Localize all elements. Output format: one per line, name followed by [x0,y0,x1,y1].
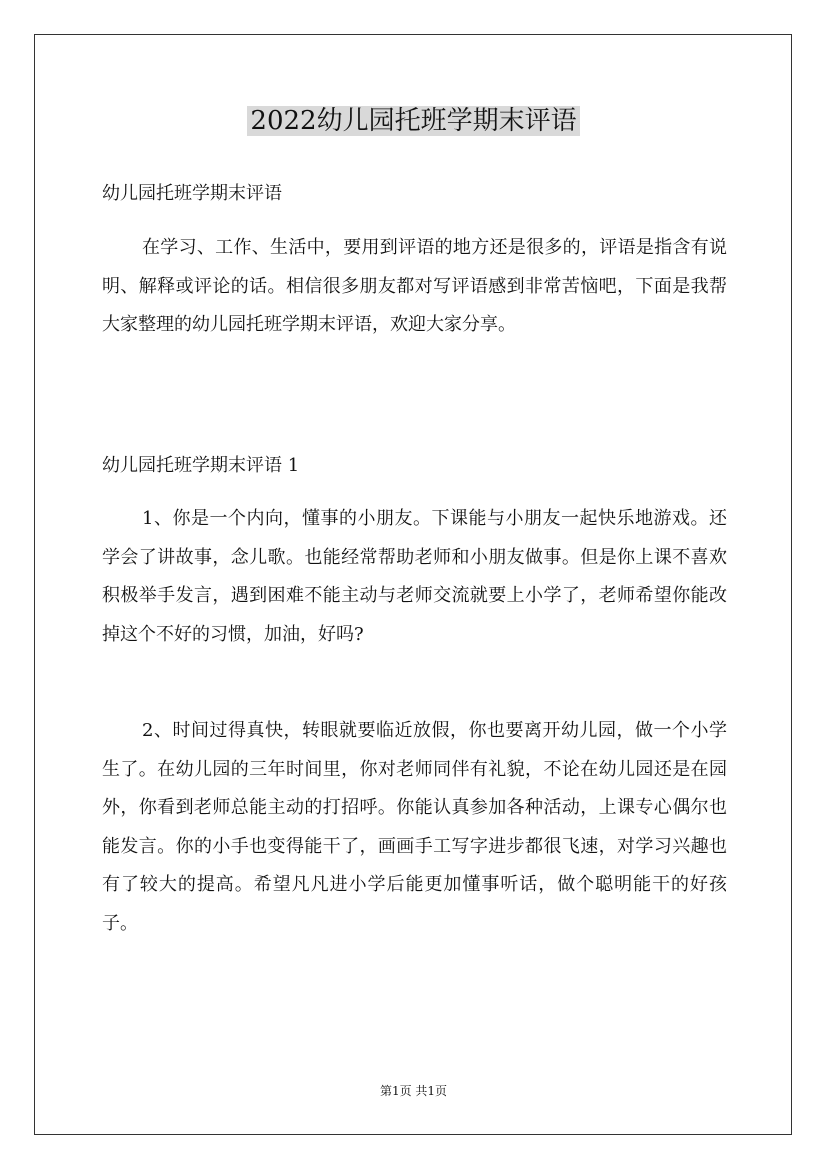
document-subtitle: 幼儿园托班学期末评语 [102,183,282,204]
comment-item-2: 2、时间过得真快，转眼就要临近放假，你也要离开幼儿园，做一个小学生了。在幼儿园的三年时间里，你对老师同伴有礼貌，不论在幼儿园还是在园外，你看到老师总能主动的打招呼。你能认真参加各种活动，上课专心偶尔也能发言。你的小手也变得能干了，画画手工写字进步都很飞速，对学习兴趣也有了较大的提高。希望凡凡进小学后能更加懂事听话，做个聪明能干的好孩子。 [102,720,727,934]
page-number: 第1页 共1页 [379,1084,448,1098]
comment-item-1: 1、你是一个内向，懂事的小朋友。下课能与小朋友一起快乐地游戏。还学会了讲故事，念儿歌。也能经常帮助老师和小朋友做事。但是你上课不喜欢积极举手发言，遇到困难不能主动与老师交流就要上小学了，老师希望你能改掉这个不好的习惯，加油，好吗? [102,508,727,645]
document-title-text: 2022幼儿园托班学期末评语 [247,106,579,136]
section-heading: 幼儿园托班学期末评语 1 [102,455,300,476]
document-title [0,103,827,139]
intro-paragraph: 在学习、工作、生活中，要用到评语的地方还是很多的，评语是指含有说明、解释或评论的话。相信很多朋友都对写评语感到非常苦恼吧，下面是我帮大家整理的幼儿园托班学期末评语，欢迎大家分享。 [102,237,727,335]
